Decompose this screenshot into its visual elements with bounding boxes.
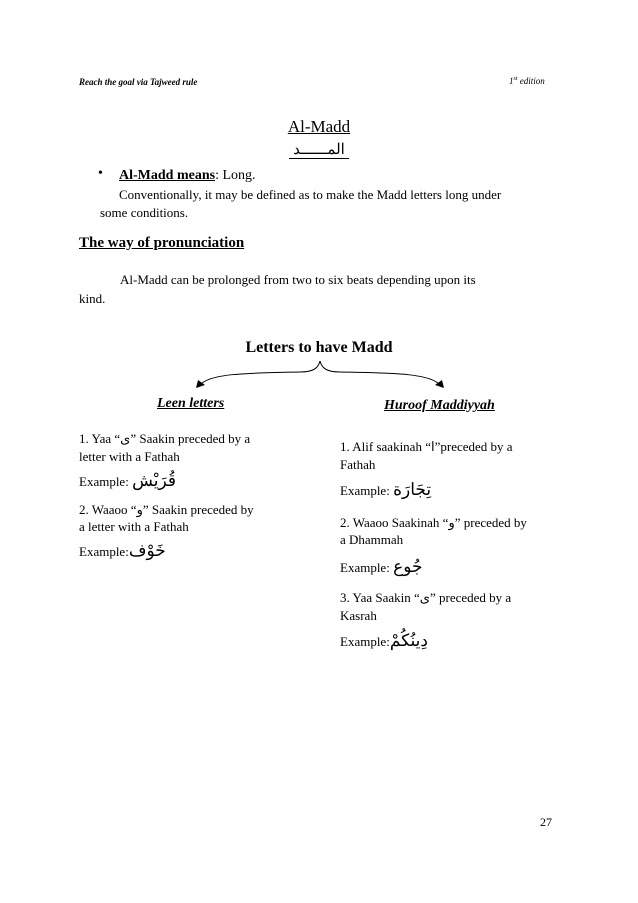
- example-label: Example:: [340, 634, 390, 649]
- example-word-deenukum: دِينُكُمْ: [389, 631, 428, 650]
- example-label: Example:: [79, 544, 129, 559]
- maddiyyah-item-2-rule: ” preceded by: [454, 515, 527, 530]
- maddiyyah-item-2-text: 2. Waaoo Saakinah “: [340, 515, 449, 530]
- definition-text-line2: some conditions.: [100, 205, 189, 220]
- maddiyyah-item-3-text: 3. Yaa Saakin “: [340, 590, 420, 605]
- arabic-title-text: المــــــد: [289, 142, 349, 159]
- section-heading: The way of pronunciation: [79, 235, 245, 251]
- maddiyyah-item-1-rule: ”preceded by a: [434, 439, 513, 454]
- leen-item-2-rule: ” Saakin preceded by: [142, 502, 254, 517]
- pronunciation-line1: Al-Madd can be prolonged from two to six beats depending upon its: [120, 272, 476, 287]
- leen-item-1: [79, 430, 250, 448]
- example-word-tijarah: تِجَارَة: [393, 480, 432, 499]
- leen-item-1-letter: ى: [120, 431, 131, 446]
- edition-ordinal: st: [513, 76, 518, 82]
- left-arrow-head: [196, 380, 205, 388]
- bullet-icon: •: [98, 166, 103, 181]
- definition-line: [119, 168, 256, 184]
- leen-item-1-text: 1. Yaa “: [79, 431, 121, 446]
- maddiyyah-item-3-rule: ” preceded by a: [429, 590, 512, 605]
- leen-item-1-line2: letter with a Fathah: [79, 449, 180, 464]
- maddiyyah-example-2: [340, 558, 423, 577]
- maddiyyah-item-2-letter: و: [448, 515, 455, 530]
- right-arrow-head: [435, 380, 444, 388]
- leen-example-2: [79, 542, 166, 561]
- maddiyyah-example-1: [340, 481, 431, 500]
- maddiyyah-item-1-text: 1. Alif saakinah “: [340, 439, 431, 454]
- leen-item-1-rule: ” Saakin preceded by a: [130, 431, 251, 446]
- page-title-text: Al-Madd: [287, 117, 351, 136]
- definition-text-line1: Conventionally, it may be defined as to make the Madd letters long under: [119, 187, 502, 202]
- example-label: Example:: [340, 560, 390, 575]
- huroof-maddiyyah-heading: Huroof Maddiyyah: [384, 398, 495, 413]
- brace-arrows-diagram: [190, 355, 450, 391]
- example-word-joo: جُوع: [393, 557, 423, 576]
- example-word-quraish: قُرَيْش: [132, 471, 176, 490]
- leen-item-2-text: 2. Waaoo “: [79, 502, 137, 517]
- maddiyyah-example-3: [340, 632, 428, 651]
- leen-item-2-line2: a letter with a Fathah: [79, 519, 189, 534]
- leen-letters-heading: Leen letters: [157, 396, 225, 411]
- maddiyyah-item-1-line2: Fathah: [340, 457, 376, 472]
- maddiyyah-item-2: [340, 514, 527, 532]
- arabic-title: [0, 140, 638, 159]
- pronunciation-line2: kind.: [79, 291, 106, 306]
- edition-number: 1: [509, 76, 514, 86]
- example-label: Example:: [340, 483, 390, 498]
- leen-item-2: [79, 501, 254, 519]
- maddiyyah-item-3-line2: Kasrah: [340, 608, 377, 623]
- page-title: [0, 117, 638, 137]
- leen-example-1: [79, 472, 176, 491]
- running-header-edition: [509, 76, 545, 86]
- example-label: Example:: [79, 474, 129, 489]
- curly-brace-line: [200, 361, 440, 385]
- page-number: 27: [540, 815, 552, 829]
- running-header-title: Reach the goal via Tajweed rule: [79, 77, 198, 87]
- edition-word: edition: [517, 76, 545, 86]
- definition-value: : Long.: [215, 168, 256, 183]
- maddiyyah-item-2-line2: a Dhammah: [340, 532, 404, 547]
- maddiyyah-item-3-letter: ى: [419, 590, 430, 605]
- maddiyyah-item-1-letter: ا: [430, 439, 435, 454]
- leen-item-2-letter: و: [136, 502, 143, 517]
- definition-term: Al-Madd means: [119, 168, 216, 183]
- maddiyyah-item-1: [340, 438, 513, 456]
- example-word-khawf: خَوْف: [128, 541, 166, 560]
- diagram-heading: Letters to have Madd: [245, 339, 393, 356]
- maddiyyah-item-3: [340, 589, 511, 607]
